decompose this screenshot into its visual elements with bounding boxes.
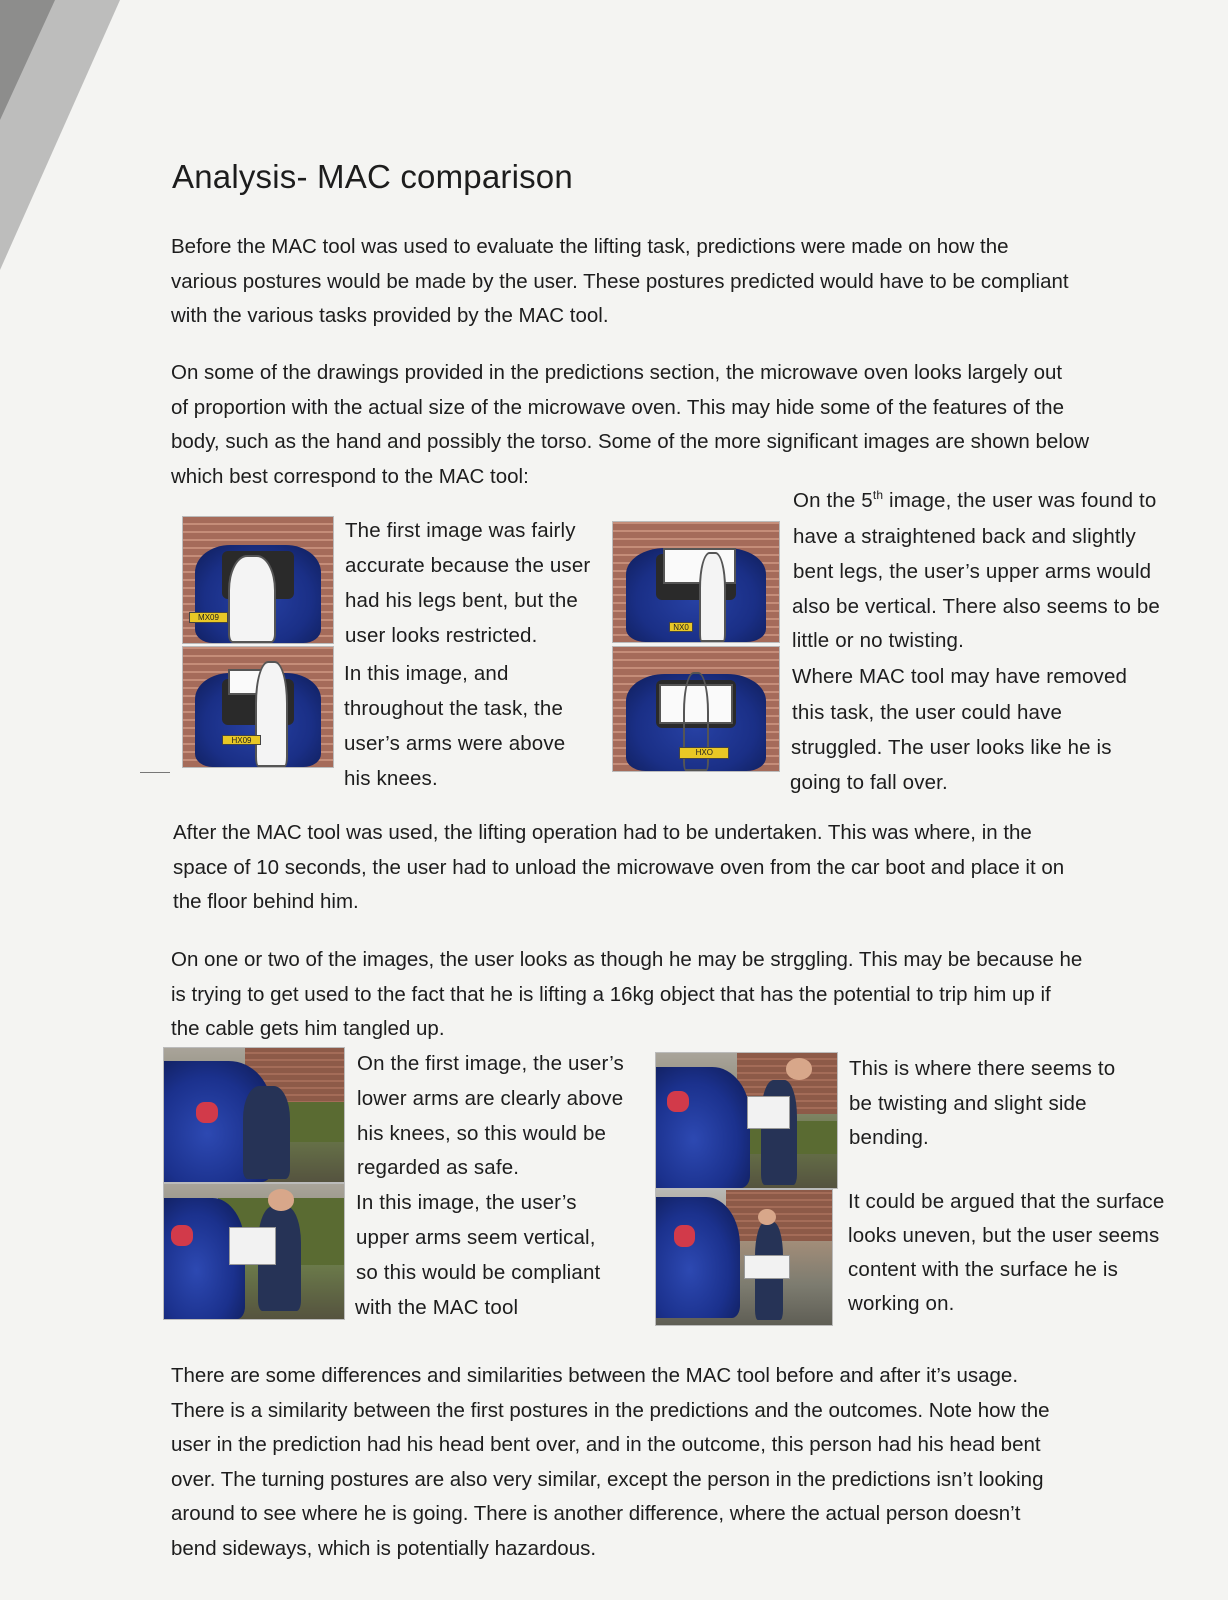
prediction-note-line: The first image was fairly [345,519,576,542]
text-fragment: image, the user was found to [883,489,1157,512]
prediction-note-line: going to fall over. [790,771,948,794]
person [243,1086,290,1180]
outcome-note-line: content with the surface he is [848,1258,1119,1281]
prediction-note-line: bent legs, the user’s upper arms would [793,560,1152,583]
text-line: Before the MAC tool was used to evaluate the lifting task, predictions were made on how the [171,235,1009,258]
prediction-note-line: throughout the task, the [344,697,563,720]
prediction-note-line: have a straightened back and slightly [793,525,1136,548]
outcome-photo-1 [163,1047,345,1183]
text-line: body, such as the hand and possibly the torso. Some of the more significant images are shown below [171,430,1090,453]
number-plate: MX09 [189,612,228,623]
outcome-note-line: This is where there seems to [849,1057,1116,1080]
number-plate: HXO [679,747,729,758]
text-line: around to see where he is going. There is another difference, where the actual person doesn’t [171,1502,1021,1525]
outcome-note-line: working on. [848,1292,955,1315]
outcome-note-line: so this would be compliant [356,1261,601,1284]
text-line: On one or two of the images, the user looks as though he may be strggling. This may be because he [171,948,1083,971]
prediction-note-line: this task, the user could have [792,701,1063,724]
text-fragment: On the 5 [793,489,873,512]
page-corner-fold [0,0,55,120]
page-title: Analysis- MAC comparison [172,158,573,195]
person-sketch [255,661,288,767]
prediction-note-line: user looks restricted. [345,624,538,647]
outcome-note-line: looks uneven, but the user seems [848,1224,1160,1247]
prediction-note-line: had his legs bent, but the [345,589,578,612]
prediction-note-line: also be vertical. There also seems to be [792,595,1160,618]
outcome-note-line: In this image, the user’s [356,1191,577,1214]
struggling-paragraph [171,943,1181,1047]
prediction-note-line: user’s arms were above [344,732,566,755]
outcome-photo-4 [655,1189,833,1326]
prediction-note-line: little or no twisting. [792,629,964,652]
outcome-note-line: with the MAC tool [355,1296,519,1319]
prediction-sketch-5 [612,646,780,772]
text-line: with the various tasks provided by the MAC tool. [171,304,609,327]
outcome-note-line: upper arms seem vertical, [356,1226,596,1249]
text-line: On some of the drawings provided in the predictions section, the microwave oven looks largely out [171,361,1063,384]
outcome-note-line: bending. [849,1126,929,1149]
text-line: There are some differences and similarities between the MAC tool before and after it’s usage. [171,1364,1019,1387]
text-line: of proportion with the actual size of the microwave oven. This may hide some of the features of the [171,395,1064,419]
prediction-sketch-1 [182,516,334,644]
tail-light [667,1091,689,1113]
outcome-note-line: It could be argued that the surface [848,1190,1165,1213]
microwave-box [229,1227,276,1265]
text-line: space of 10 seconds, the user had to unload the microwave oven from the car boot and place it on [173,855,1065,879]
margin-mark [140,772,170,773]
text-line: is trying to get used to the fact that he is lifting a 16kg object that has the potential to trip him up if [171,982,1051,1006]
outcome-note-line: On the first image, the user’s [357,1052,624,1075]
prediction-sketch-3 [612,521,780,643]
text-line: which best correspond to the MAC tool: [171,464,529,488]
drawings-paragraph [171,356,1181,494]
text-line: After the MAC tool was used, the lifting operation had to be undertaken. This was where, in the [173,821,1032,844]
after-mac-paragraph [173,816,1183,920]
outcome-photo-2 [163,1183,345,1320]
text-line: There is a similarity between the first postures in the predictions and the outcomes. Note how the [171,1398,1050,1422]
tail-light [674,1225,695,1247]
text-line: over. The turning postures are also very similar, except the person in the predictions isn’t looking [171,1467,1044,1491]
outcome-note-line: his knees, so this would be [357,1122,607,1145]
text-line: user in the prediction had his head bent over, and in the outcome, this person had his head bent [171,1433,1041,1456]
text-line: the cable gets him tangled up. [171,1017,445,1040]
tail-light [171,1225,193,1247]
car [656,1197,740,1319]
car [656,1067,750,1189]
head [268,1189,293,1211]
person-sketch [228,555,276,643]
text-line: bend sideways, which is potentially hazardous. [171,1536,597,1560]
number-plate: NX0 [669,622,692,633]
outcome-photo-3 [655,1052,838,1189]
text-line: the floor behind him. [173,890,359,913]
prediction-note-line: his knees. [344,767,438,790]
superscript: th [872,488,884,503]
prediction-note-line: accurate because the user [345,554,591,577]
tail-light [196,1102,218,1123]
outcome-note-line: regarded as safe. [357,1156,520,1179]
intro-paragraph [171,230,1181,334]
microwave-box [747,1096,790,1128]
person-sketch [699,552,726,642]
outcome-note-line: lower arms are clearly above [357,1087,624,1110]
microwave-box [744,1255,790,1279]
number-plate: HX09 [222,735,261,746]
head [758,1209,776,1225]
text-line: various postures would be made by the user. These postures predicted would have to be compliant [171,269,1069,293]
head [786,1058,811,1080]
prediction-note-fifth-image [793,484,1156,519]
prediction-note-line: In this image, and [344,662,509,685]
outcome-note-line: be twisting and slight side [849,1092,1087,1115]
conclusion-paragraph [171,1359,1181,1566]
prediction-note-line: Where MAC tool may have removed [792,665,1128,688]
prediction-sketch-2 [182,646,334,768]
prediction-note-line: struggled. The user looks like he is [791,736,1112,759]
